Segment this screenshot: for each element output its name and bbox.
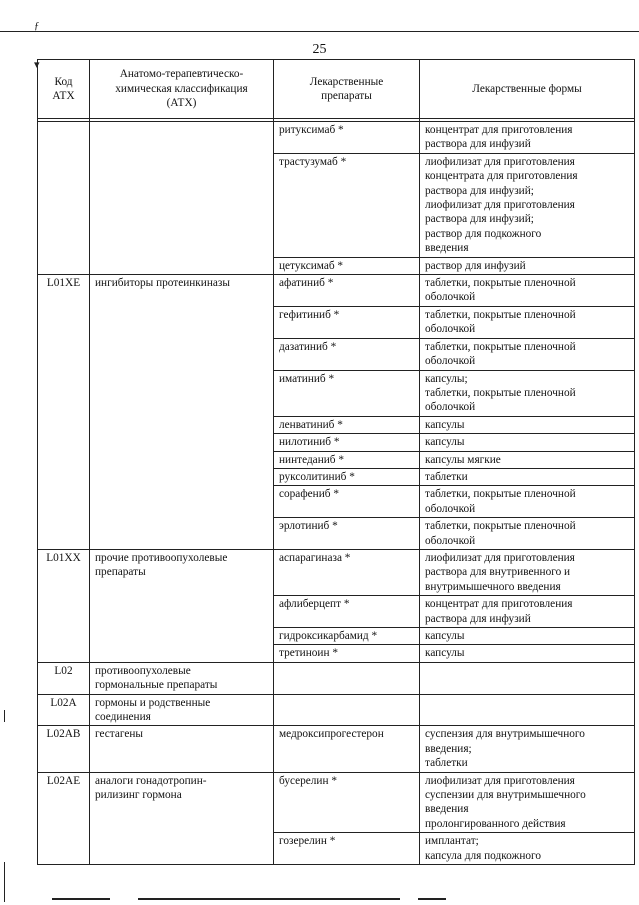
classification-cell: аналоги гонадотропин- рилизинг гормона [90, 772, 274, 864]
code-cell [38, 122, 90, 275]
form-cell: капсулы [420, 645, 635, 662]
drug-cell: сорафениб * [274, 486, 420, 518]
form-cell: лиофилизат для приготовления суспензии для внутримышечного введения пролонгированного действия [420, 772, 635, 833]
form-cell: лиофилизат для приготовления концентрата для приготовления раствора для инфузий; лиофилизат для приготовления раствора для инфузий; раствор для подкожного введения [420, 153, 635, 257]
classification-cell [90, 122, 274, 275]
drug-cell: дазатиниб * [274, 338, 420, 370]
top-rule [0, 31, 639, 32]
classification-cell: ингибиторы протеинкиназы [90, 275, 274, 550]
form-cell: таблетки, покрытые пленочной оболочкой [420, 486, 635, 518]
drug-cell [274, 662, 420, 694]
table-row [38, 726, 635, 772]
code-cell: L02A [38, 694, 90, 726]
scan-mark: ƒ [34, 20, 40, 32]
table-row [38, 694, 635, 726]
drug-cell: третиноин * [274, 645, 420, 662]
code-cell: L02 [38, 662, 90, 694]
bottom-rule [138, 898, 400, 900]
form-cell: раствор для инфузий [420, 257, 635, 274]
drug-cell: нинтеданиб * [274, 451, 420, 468]
code-cell: L02AE [38, 772, 90, 864]
form-cell: суспензия для внутримышечного введения; таблетки [420, 726, 635, 772]
drug-cell [274, 694, 420, 726]
bottom-rule [418, 898, 446, 900]
form-cell: капсулы [420, 416, 635, 433]
drug-cell: цетуксимаб * [274, 257, 420, 274]
form-cell: таблетки, покрытые пленочной оболочкой [420, 306, 635, 338]
form-cell [420, 662, 635, 694]
scan-mark: ▾ [34, 59, 40, 71]
drug-cell: эрлотиниб * [274, 518, 420, 550]
form-cell: концентрат для приготовления раствора для инфузий [420, 122, 635, 154]
classification-cell: гормоны и родственные соединения [90, 694, 274, 726]
page-number: 25 [312, 42, 327, 57]
table-row [38, 772, 635, 833]
table-row [38, 275, 635, 307]
drug-cell: гефитиниб * [274, 306, 420, 338]
form-cell: таблетки, покрытые пленочной оболочкой [420, 275, 635, 307]
code-cell: L01XX [38, 549, 90, 662]
drug-cell: руксолитиниб * [274, 468, 420, 485]
scan-edge-mark [4, 710, 5, 722]
code-cell: L02AB [38, 726, 90, 772]
code-cell: L01XE [38, 275, 90, 550]
bottom-rule [52, 898, 110, 900]
drug-classification-table [37, 59, 635, 865]
header-code: Код АТХ [38, 60, 90, 119]
classification-cell: прочие противоопухолевые препараты [90, 549, 274, 662]
drug-cell: нилотиниб * [274, 434, 420, 451]
table-row [38, 549, 635, 595]
drug-cell: ленватиниб * [274, 416, 420, 433]
classification-cell: противоопухолевые гормональные препараты [90, 662, 274, 694]
drug-cell: ритуксимаб * [274, 122, 420, 154]
classification-cell: гестагены [90, 726, 274, 772]
form-cell: лиофилизат для приготовления раствора для внутривенного и внутримышечного введения [420, 549, 635, 595]
header-classification: Анатомо-терапевтическо- химическая классификация (АТХ) [90, 60, 274, 119]
form-cell: таблетки, покрытые пленочной оболочкой [420, 518, 635, 550]
form-cell: имплантат; капсула для подкожного [420, 833, 635, 865]
header-forms: Лекарственные формы [420, 60, 635, 119]
drug-cell: трастузумаб * [274, 153, 420, 257]
scan-edge-mark [4, 862, 5, 902]
form-cell: капсулы [420, 434, 635, 451]
form-cell: таблетки, покрытые пленочной оболочкой [420, 338, 635, 370]
form-cell: капсулы [420, 628, 635, 645]
form-cell: капсулы; таблетки, покрытые пленочной оболочкой [420, 370, 635, 416]
header-drugs: Лекарственные препараты [274, 60, 420, 119]
drug-cell: гидроксикарбамид * [274, 628, 420, 645]
form-cell: таблетки [420, 468, 635, 485]
drug-cell: иматиниб * [274, 370, 420, 416]
drug-cell: афлиберцепт * [274, 596, 420, 628]
form-cell [420, 694, 635, 726]
form-cell: концентрат для приготовления раствора для инфузий [420, 596, 635, 628]
drug-cell: аспарагиназа * [274, 549, 420, 595]
form-cell: капсулы мягкие [420, 451, 635, 468]
drug-cell: афатиниб * [274, 275, 420, 307]
table-row [38, 662, 635, 694]
table-header-row [38, 60, 635, 119]
drug-cell: бусерелин * [274, 772, 420, 833]
table-row [38, 122, 635, 154]
drug-cell: медроксипрогестерон [274, 726, 420, 772]
drug-cell: гозерелин * [274, 833, 420, 865]
